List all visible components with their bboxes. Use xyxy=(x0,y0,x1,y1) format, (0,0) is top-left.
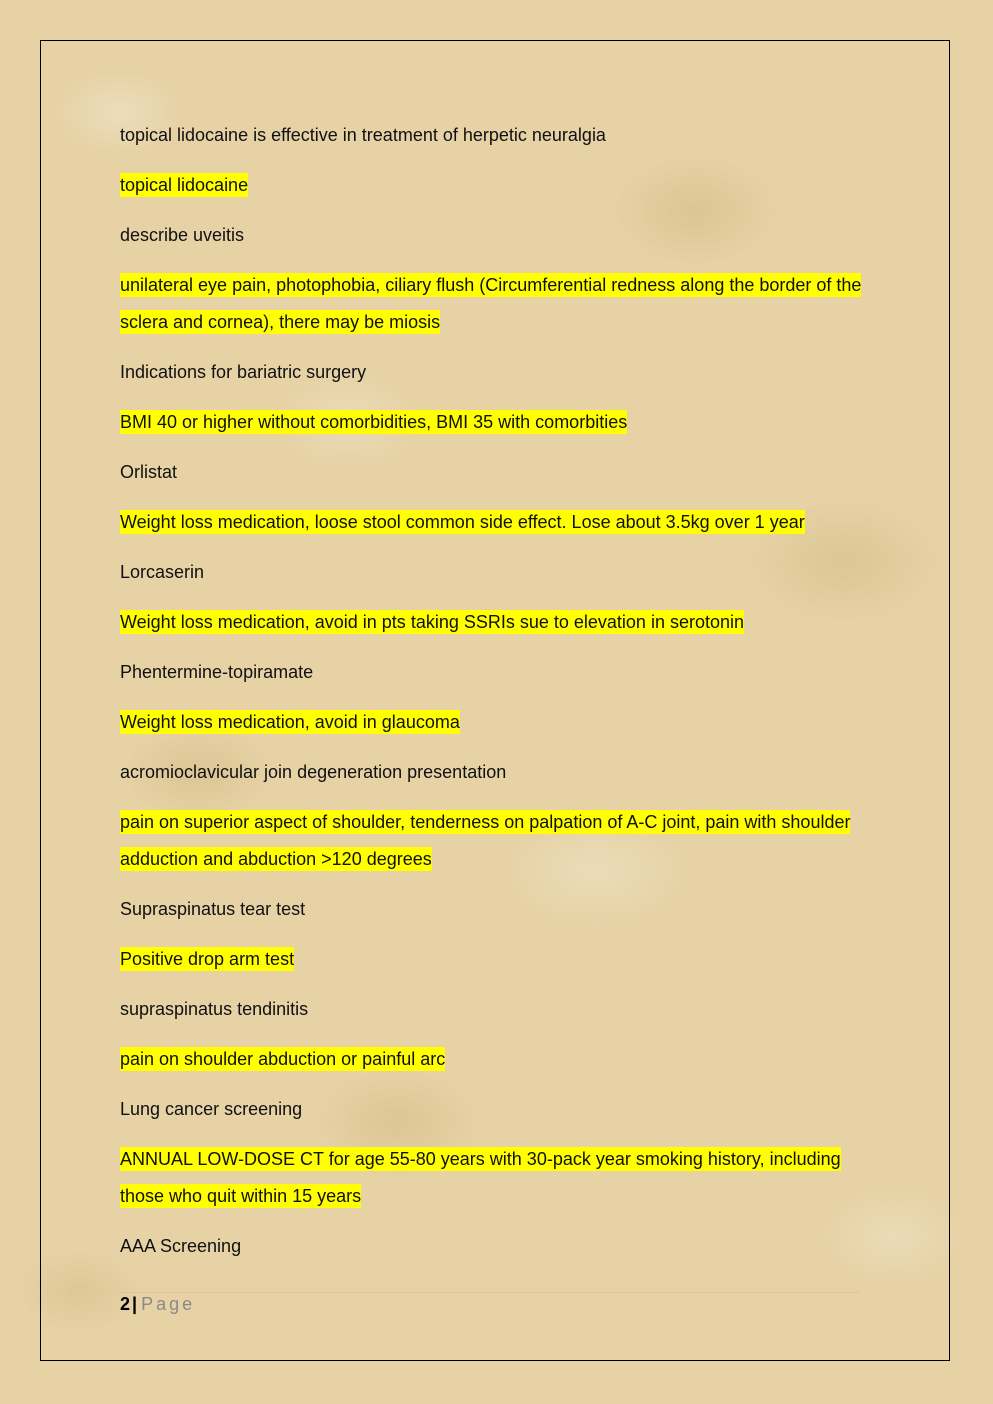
answer-paragraph xyxy=(120,941,880,978)
highlighted-answer-text: Weight loss medication, loose stool common side effect. Lose about 3.5kg over 1 year xyxy=(120,512,805,532)
page-footer xyxy=(120,1294,195,1315)
page-label: Page xyxy=(141,1294,196,1314)
highlighted-answer-text: BMI 40 or higher without comorbidities, BMI 35 with comorbities xyxy=(120,412,628,432)
question-paragraph xyxy=(120,991,880,1028)
highlighted-answer-text: unilateral eye pain, photophobia, ciliary flush (Circumferential redness along the border of the sclera and cornea), there may be miosis xyxy=(120,275,862,332)
answer-paragraph xyxy=(120,1141,880,1215)
answer-paragraph xyxy=(120,704,880,741)
question-text: AAA Screening xyxy=(120,1236,242,1256)
question-paragraph xyxy=(120,454,880,491)
document-body xyxy=(120,117,880,1278)
question-paragraph xyxy=(120,117,880,154)
question-paragraph xyxy=(120,754,880,791)
question-paragraph xyxy=(120,1228,880,1265)
question-text: Supraspinatus tear test xyxy=(120,899,306,919)
answer-paragraph xyxy=(120,504,880,541)
highlighted-answer-text: Weight loss medication, avoid in pts taking SSRIs sue to elevation in serotonin xyxy=(120,612,745,632)
footer-separator: | xyxy=(132,1294,138,1314)
question-text: Orlistat xyxy=(120,462,178,482)
question-text: acromioclavicular join degeneration presentation xyxy=(120,762,507,782)
question-text: Phentermine-topiramate xyxy=(120,662,314,682)
question-paragraph xyxy=(120,891,880,928)
highlighted-answer-text: Positive drop arm test xyxy=(120,949,295,969)
answer-paragraph xyxy=(120,267,880,341)
question-paragraph xyxy=(120,1091,880,1128)
highlighted-answer-text: pain on superior aspect of shoulder, tenderness on palpation of A-C joint, pain with shoulder adduction and abduction >120 degrees xyxy=(120,812,851,869)
question-paragraph xyxy=(120,554,880,591)
question-text: topical lidocaine is effective in treatment of herpetic neuralgia xyxy=(120,125,606,145)
answer-paragraph xyxy=(120,804,880,878)
question-paragraph xyxy=(120,654,880,691)
answer-paragraph xyxy=(120,404,880,441)
highlighted-answer-text: Weight loss medication, avoid in glaucoma xyxy=(120,712,460,732)
question-paragraph xyxy=(120,217,880,254)
question-text: Lung cancer screening xyxy=(120,1099,303,1119)
answer-paragraph xyxy=(120,167,880,204)
answer-paragraph xyxy=(120,604,880,641)
question-text: describe uveitis xyxy=(120,225,245,245)
footer-divider xyxy=(120,1292,860,1293)
answer-paragraph xyxy=(120,1041,880,1078)
highlighted-answer-text: topical lidocaine xyxy=(120,175,249,195)
highlighted-answer-text: pain on shoulder abduction or painful arc xyxy=(120,1049,446,1069)
page-number: 2 xyxy=(120,1294,131,1314)
question-text: supraspinatus tendinitis xyxy=(120,999,309,1019)
question-paragraph xyxy=(120,354,880,391)
question-text: Lorcaserin xyxy=(120,562,205,582)
question-text: Indications for bariatric surgery xyxy=(120,362,367,382)
highlighted-answer-text: ANNUAL LOW-DOSE CT for age 55-80 years with 30-pack year smoking history, including those who quit within 15 years xyxy=(120,1149,841,1206)
